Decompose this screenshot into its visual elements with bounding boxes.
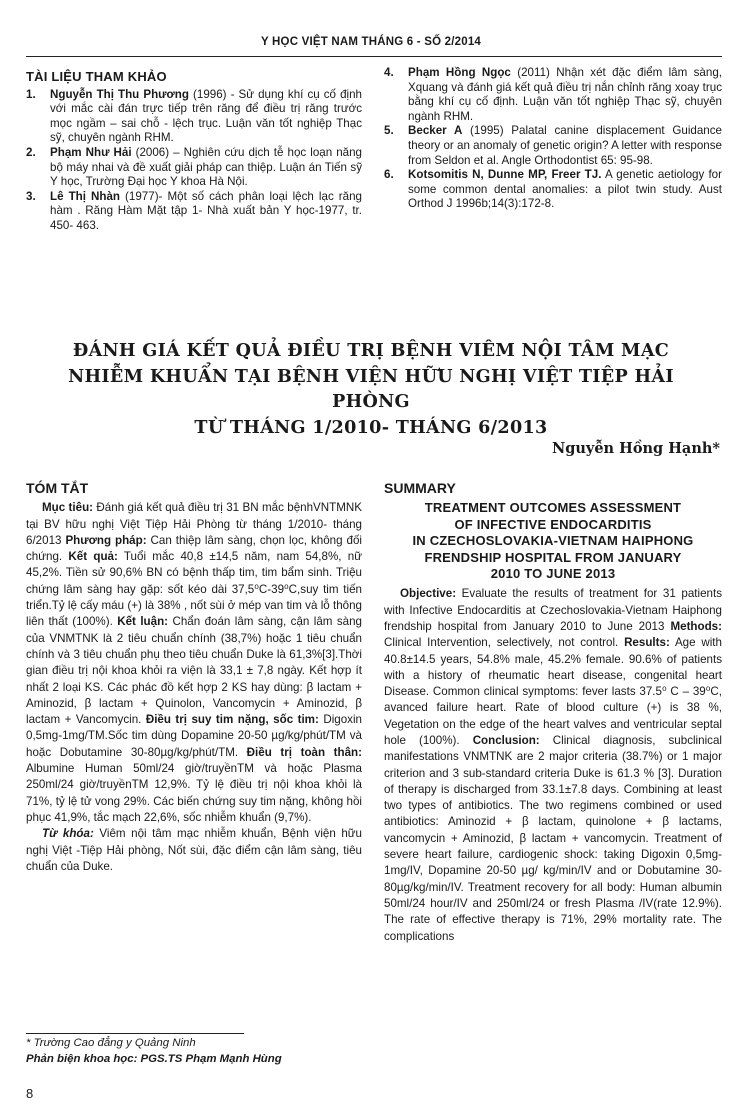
abstract-paragraph — [26, 500, 362, 826]
methods-text: Clinical Intervention, selectively, not control. — [384, 636, 625, 650]
reference-number: 3. — [26, 189, 36, 203]
reviewer-footnote — [26, 1053, 282, 1065]
abstract-heading: TÓM TẮT — [26, 480, 89, 496]
results-label: Results: — [624, 636, 670, 650]
reference-author: Nguyễn Thị Thu Phương — [50, 87, 189, 101]
journal-header: Y HỌC VIỆT NAM THÁNG 6 - SỐ 2/2014 — [260, 36, 482, 48]
reference-number: 2. — [26, 145, 36, 159]
reference-author: Phạm Như Hải — [50, 145, 132, 159]
reference-author: Phạm Hồng Ngọc — [408, 66, 511, 79]
results-label: Kết quả: — [68, 550, 118, 564]
results-text: Tuổi mắc 40,8 ±14,5 năm, nam 54,8%, nữ 45,2%. Tiền sử 90,6% BN có bệnh thấp tim, tim bẩm sinh. Triệu chứng lâm sàng hay gặp: sốt kéo dài 37,5⁰C-39⁰C,suy tim tiến triển.Tỷ lệ cấy máu (+) là 38% , nốt sùi ở mép van tim và lỗ thông liên thất (100%). — [26, 550, 362, 629]
reference-item — [384, 66, 722, 124]
reference-author: Kotsomitis N, Dunne MP, Freer TJ. — [408, 168, 602, 182]
objective-label: Objective: — [400, 587, 457, 601]
reference-item — [26, 88, 362, 146]
english-title-line: IN CZECHOSLOVAKIA-VIETNAM HAIPHONG — [412, 533, 694, 549]
english-title — [384, 500, 722, 582]
reference-text: (1996) - Sử dụng khí cụ cố định với mắc cài đán trực tiếp trên răng để điều trị răng trước mọc ngầm – sai chỗ - lệch trục. Luận văn tốt nghiệp Thạc sỹ, chuyên ngành RHM. — [50, 87, 362, 145]
article-title — [40, 338, 702, 440]
reference-text: A genetic aetiology for some common dental anomalies: a pilot twin study. Aust Orthod J 1996b;14(3):172-8. — [408, 168, 722, 211]
reference-number: 4. — [384, 66, 394, 79]
objective-text: Evaluate the results of treatment for 31 patients with Infective Endocarditis at Czechoslovakia-Vietnam Haiphong frendship hospital from January 2010 to June 2013 — [384, 587, 722, 633]
keywords-label: Từ khóa: — [42, 827, 94, 841]
conclusion-text: Clinical diagnosis, subclinical manifestations VNMTNK are 2 major criteria (38.7%) or 1 major criterion and 3 sub-standard criteria Duke is 61.3 % [3]. Duration of therapy is discharged from 33.1±7.8 days. Combining at least two types of antibiotics. The two regimens combined or used antibiotics: Aminozid + β lactam, quinolone + β lactams, vancomycin + Aminozid, β lactam + vancomycin. Treatment of severe heart failure, cardiogenic shock: taking Digoxin 0,5mg-1mg/IV, Dopamine 20-50 µg/ kg/min/IV and or Dobutamine 30-80µg/kg/min/IV. Treatment recovery for all body: Human albumin 50ml/24 hour/IV and 250ml/24 or fresh Plasma /IV(rate 12.9%). The rate of effective therapy is 71%, 29% mortality rate. The complications — [384, 734, 722, 943]
page-number: 8 — [26, 1086, 34, 1101]
methods-text: Can thiệp lâm sàng, chọn lọc, không đối chứng. — [26, 533, 362, 564]
heart-failure-label: Điều trị suy tim nặng, sốc tim: — [145, 713, 319, 727]
vietnamese-abstract — [26, 480, 362, 875]
english-title-line: FRENDSHIP HOSPITAL FROM JANUARY — [424, 549, 682, 565]
conclusion-text: Chẩn đoán lâm sàng, cận lâm sàng của VNMTNK là 2 tiêu chuẩn chính (38,7%) hoặc 1 tiêu chuẩn chính và 3 tiêu chuẩn phụ theo tiêu chuẩn Duke là 61,3%[3].Thời gian điều trị nội khoa khỏi ra viện là 33,1 ± 7,8 ngày. Kết hợp ít nhất 2 loại KS. Các phác đồ kết hợp 2 KS hay dùng: β lactam + Aminozid, β lactam + Quinolon, Vancomycin + Aminozid, β lactam + Vancomycin. — [26, 615, 362, 727]
conclusion-label: Kết luận: — [117, 615, 169, 629]
reviewer-name: PGS.TS Phạm Mạnh Hùng — [137, 1053, 282, 1065]
summary-paragraph — [384, 586, 722, 945]
systemic-treatment-label: Điều trị toàn thân: — [246, 745, 362, 759]
references-right — [384, 66, 722, 212]
reference-number: 5. — [384, 124, 394, 138]
reference-item — [26, 190, 362, 234]
objective-text: Đánh giá kết quả điều trị 31 BN mắc bệnhVNTMNK tại BV hữu nghị Việt Tiệp Hải Phòng từ tháng 1/2010- tháng 6/2013 — [26, 501, 362, 547]
references-left — [26, 70, 362, 234]
header-rule — [26, 56, 722, 57]
reference-text: (1977)- Một số cách phân loại lệch lạc răng hàm . Răng Hàm Mặt tập 1- Nhà xuất bản Y học-1977, tr. 450- 463. — [50, 189, 362, 232]
references-title: TÀI LIỆU THAM KHẢO — [26, 69, 167, 84]
objective-label: Mục tiêu: — [42, 501, 94, 515]
conclusion-label: Conclusion: — [472, 734, 540, 747]
reference-text: (1995) Palatal canine displacement Guidance theory or an anomaly of genetic origin? A letter with response from Seldon et al. Angle Orthodontist 65: 95-98. — [408, 124, 722, 167]
reference-item — [384, 124, 722, 168]
affiliation-footnote: * Trường Cao đẳng y Quảng Ninh — [26, 1037, 196, 1049]
english-title-line: 2010 TO JUNE 2013 — [490, 565, 616, 581]
english-title-line: OF INFECTIVE ENDOCARDITIS — [454, 516, 652, 532]
reference-author: Lê Thị Nhàn — [50, 189, 120, 203]
article-title-line: ĐÁNH GIÁ KẾT QUẢ ĐIỀU TRỊ BỆNH VIÊM NỘI TÂM MẠC — [72, 340, 670, 361]
reviewer-label: Phản biện khoa học: — [26, 1053, 138, 1065]
english-title-line: TREATMENT OUTCOMES ASSESSMENT — [424, 500, 682, 516]
reference-item — [384, 168, 722, 212]
heart-failure-text: Digoxin 0,5mg-1mg/TM.Sốc tim dùng Dopamine 20-50 µg/kg/phút/TM và hoặc Dobutamine 30-80µg/kg/phút/TM. — [26, 713, 362, 759]
footnote-rule — [26, 1033, 244, 1034]
article-title-line: NHIỄM KHUẨN TẠI BỆNH VIỆN HỮU NGHỊ VIỆT TIỆP HẢI PHÒNG — [68, 365, 674, 412]
article-title-line: TỪ THÁNG 1/2010- THÁNG 6/2013 — [194, 416, 548, 438]
reference-text: (2011) Nhận xét đặc điểm lâm sàng, Xquang và đánh giá kết quả điều trị nắn chỉnh răng xoay trục bằng khí cụ cố định. Luận văn tốt nghiệp Thạc sỹ, chuyên ngành RHM. — [408, 66, 722, 123]
reference-text: (2006) – Nghiên cứu dịch tễ học loạn năng bộ máy nhai và đề xuất giải pháp can thiệp. Luận án Tiến sỹ Y học, Trường Đại học Y khoa Hà Nội. — [50, 145, 363, 189]
results-text: Age with 40.8±14.5 years, 54.8% male, 45.2% female. 90.6% of patients with a history of rheumatic heart disease, congenital heart Disease. Common clinical symptoms: fever lasts 37.5⁰ C – 39⁰C, avanced failure heart. Rate of blood culture (+) is 38 %, Vegetation on the edge of the heart valves and ventricular septal hole (100%). — [384, 636, 722, 747]
article-author: Nguyễn Hồng Hạnh* — [551, 440, 720, 457]
methods-label: Methods: — [670, 619, 722, 633]
systemic-treatment-text: Albumine Human 50ml/24 giờ/truyềnTM và hoặc Plasma 250ml/24 giờ/truyềnTM 12,9%. Tỷ lệ điều trị nội khoa khỏi là 71%, tỷ lệ tử vong 29%. Các biến chứng suy tim nặng, không hồi phục 41,9%, tắc mạch 22,6%, sốc nhiễm khuẩn (9,7%). — [26, 762, 362, 824]
keywords-text: Viêm nội tâm mạc nhiễm khuẩn, Bệnh viện hữu nghị Việt -Tiệp Hải phòng, Nốt sùi, đặc điểm cận lâm sàng, tiêu chuẩn của Duke. — [26, 827, 362, 873]
reference-number: 1. — [26, 87, 36, 101]
english-abstract — [384, 480, 722, 945]
reference-number: 6. — [384, 168, 394, 182]
reference-item — [26, 146, 362, 190]
reference-author: Becker A — [408, 124, 463, 138]
keywords-paragraph — [26, 826, 362, 875]
summary-heading: SUMMARY — [384, 480, 456, 496]
methods-label: Phương pháp: — [65, 533, 147, 547]
